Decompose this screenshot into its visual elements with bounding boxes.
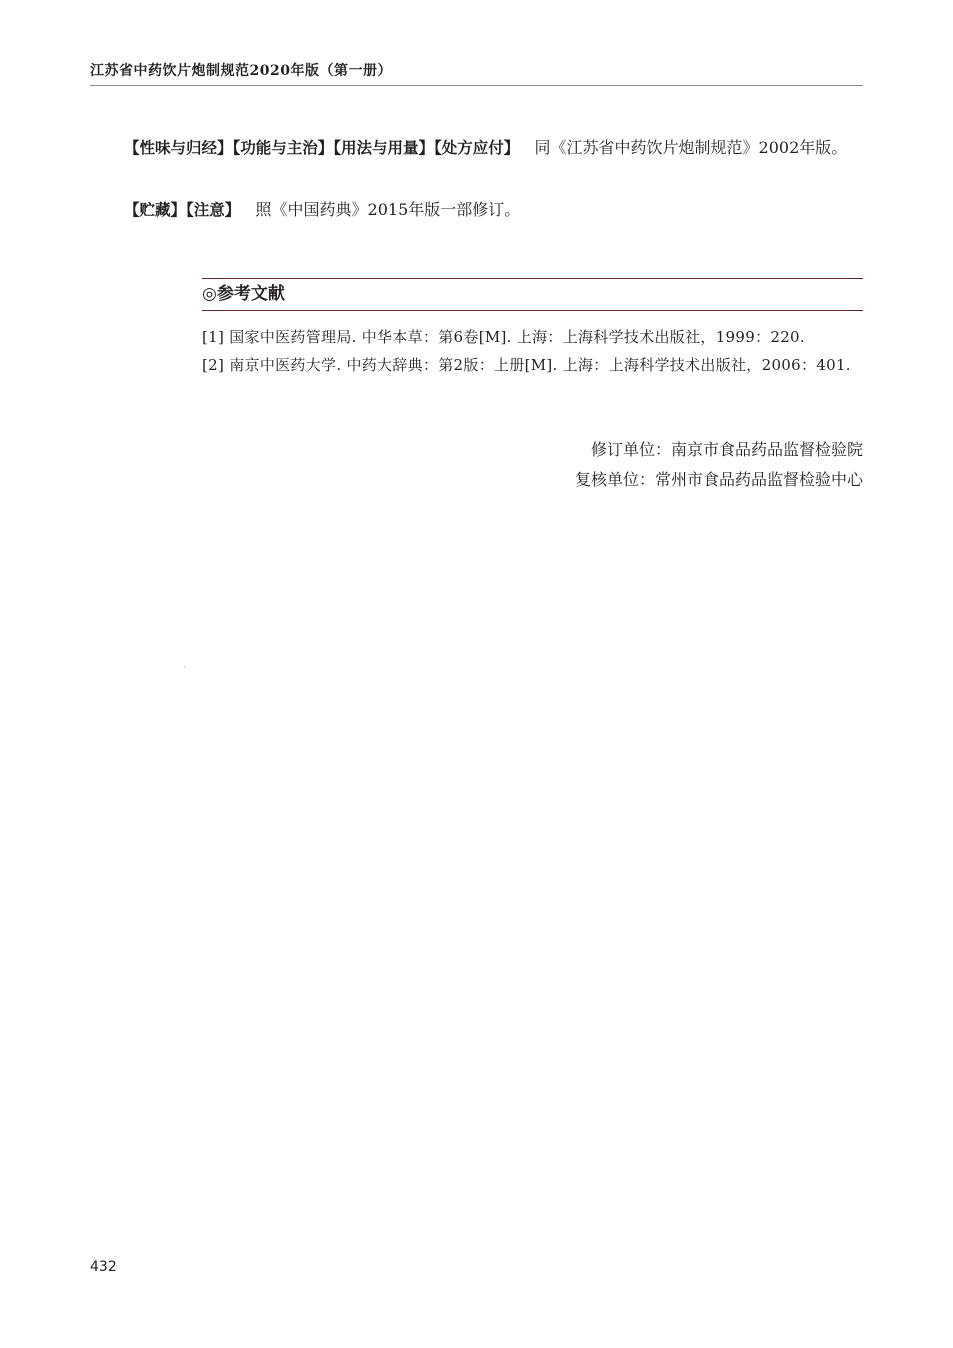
storage-paragraph xyxy=(90,194,863,226)
section-tags: 【性味与归经】【功能与主治】【用法与用量】【处方应付】 xyxy=(124,139,520,157)
paragraph-text: 照《中国药典》2015年版一部修订。 xyxy=(255,200,521,219)
section-tags: 【贮藏】【注意】 xyxy=(124,201,241,219)
paragraph-text: 同《江苏省中药饮片炮制规范》2002年版。 xyxy=(534,138,848,157)
header-divider xyxy=(90,85,863,86)
scan-speck xyxy=(184,667,185,668)
references-heading: ◎参考文献 xyxy=(202,284,285,304)
references-list xyxy=(202,323,863,379)
references-section xyxy=(202,278,863,379)
revising-unit: 修订单位：南京市食品药品监督检验院 xyxy=(590,440,863,459)
page-number: 432 xyxy=(90,1259,117,1275)
reference-item: [2] 南京中医药大学. 中药大辞典：第2版：上册[M]. 上海：上海科学技术出版社，2006：401. xyxy=(202,356,851,374)
reference-item: [1] 国家中医药管理局. 中华本草：第6卷[M]. 上海：上海科学技术出版社，1999：220. xyxy=(202,328,805,346)
reviewing-unit: 复核单位：常州市食品药品监督检验中心 xyxy=(574,470,863,489)
references-bottom-rule xyxy=(202,310,863,311)
properties-paragraph xyxy=(90,132,863,164)
running-header: 江苏省中药饮片炮制规范2020年版（第一册） xyxy=(90,63,392,79)
